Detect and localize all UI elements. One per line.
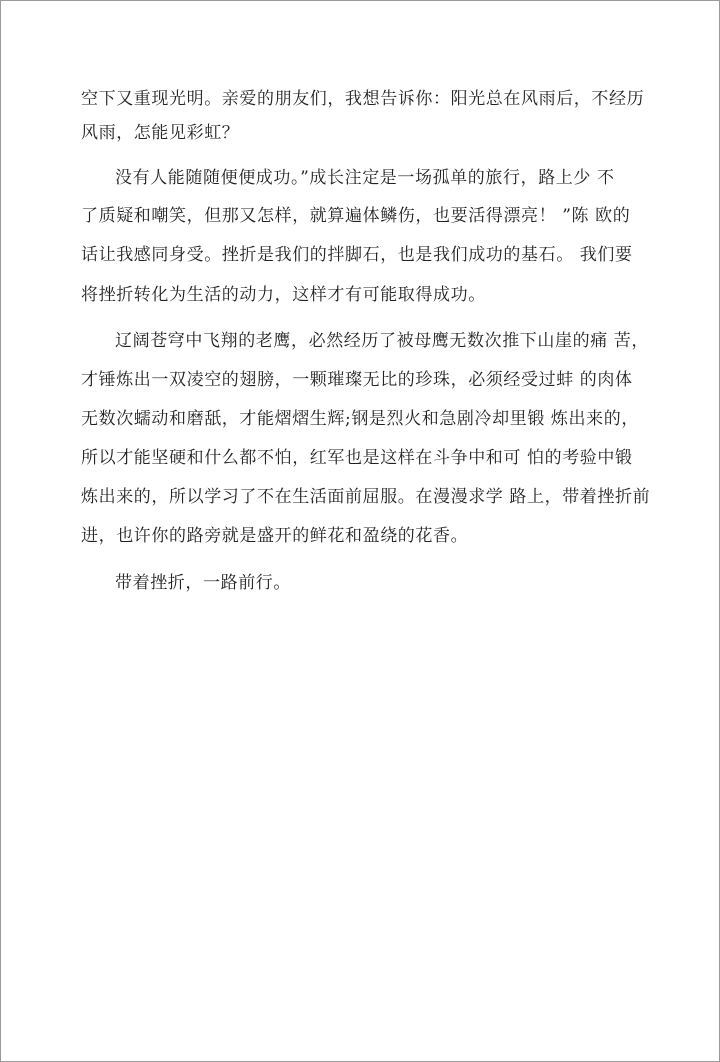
paragraph-2-line-3: 话让我感同身受。挫折是我们的拌脚石，也是我们成功的基石。 我们要 xyxy=(81,245,633,265)
paragraph-3-line-1: 辽阔苍穹中飞翔的老鹰，必然经历了被母鹰无数次推下山崖的痛 苦， xyxy=(115,331,650,351)
paragraph-3-line-2: 才锤炼出一双凌空的翅膀，一颗璀璨无比的珍珠，必须经受过蚌 的肉体 xyxy=(81,370,633,390)
paragraph-2-line-2: 了质疑和嘲笑，但那又怎样，就算遍体鳞伤，也要活得漂亮！ ”陈 欧的 xyxy=(81,206,631,226)
paragraph-2-line-1: 没有人能随随便便成功。”成长注定是一场孤单的旅行，路上少 不 xyxy=(115,168,615,188)
paragraph-4-line-1: 带着挫折，一路前行。 xyxy=(115,573,291,593)
paragraph-1-line-1: 空下又重现光明。亲爱的朋友们，我想告诉你：阳光总在风雨后，不经历 xyxy=(81,89,645,109)
paragraph-3-line-6: 进，也许你的路旁就是盛开的鲜花和盈绕的花香。 xyxy=(81,526,469,546)
paragraph-3-line-5: 炼出来的，所以学习了不在生活面前屈服。在漫漫求学 路上，带着挫折前 xyxy=(81,487,651,507)
paragraph-3-line-4: 所以才能坚硬和什么都不怕，红军也是这样在斗争中和可 怕的考验中锻 xyxy=(81,448,633,468)
paragraph-3-line-3: 无数次蠕动和磨舐，才能熠熠生辉;钢是烈火和急剧冷却里锻 炼出来的， xyxy=(81,409,639,429)
paragraph-1-line-2: 风雨，怎能见彩虹？ xyxy=(81,123,240,143)
paragraph-2-line-4: 将挫折转化为生活的动力，这样才有可能取得成功。 xyxy=(81,285,486,305)
